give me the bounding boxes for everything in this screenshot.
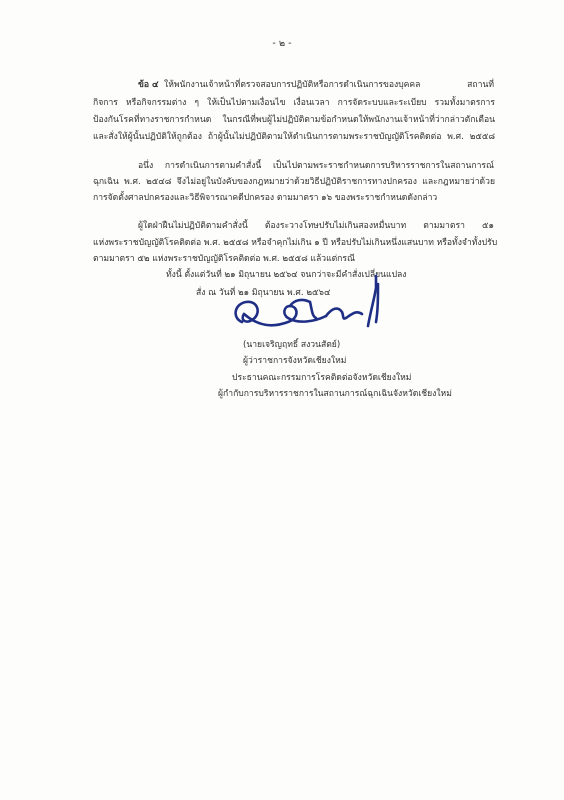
order-date-line: สั่ง ณ วันที่ ๒๑ มิถุนายน พ.ศ. ๒๕๖๔ (196, 288, 331, 298)
paragraph-legal-basis-line-2: ฉุกเฉิน พ.ศ. ๒๕๔๘ จึงไม่อยู่ในบังคับของกฎหมายว่าด้วยวิธีปฏิบัติราชการทางปกครอง และกฎหมายว่าด้วย (93, 177, 495, 187)
signer-title-committee: ประธานคณะกรรมการโรคติดต่อจังหวัดเชียงใหม่ (232, 373, 412, 383)
signer-name: (นายเจริญฤทธิ์ สงวนสัตย์) (243, 340, 341, 350)
signature-image (228, 270, 388, 345)
signer-title-emergency: ผู้กำกับการบริหารราชการในสถานการณ์ฉุกเฉินจังหวัดเชียงใหม่ (218, 389, 452, 399)
clause-4-lead: ข้อ ๔ (138, 80, 159, 90)
clause-4-line-2: กิจการ หรือกิจกรรมต่าง ๆ ให้เป็นไปตามเงื่อนไข เงื่อนเวลา การจัดระบบและระเบียบ รวมทั้งมาตรการ (93, 98, 495, 108)
effective-date-line: ทั้งนี้ ตั้งแต่วันที่ ๒๑ มิถุนายน ๒๕๖๔ จนกว่าจะมีคำสั่งเปลี่ยนแปลง (166, 270, 407, 280)
paragraph-penalty-line-2: แห่งพระราชบัญญัติโรคติดต่อ พ.ศ. ๒๕๕๘ หรือจำคุกไม่เกิน ๑ ปี หรือปรับไม่เกินหนึ่งแสนบาท หรือทั้งจำทั้งปรับ (93, 238, 498, 248)
clause-4-line-4: และสั่งให้ผู้นั้นปฏิบัติให้ถูกต้อง ถ้าผู้นั้นไม่ปฏิบัติตามให้ดำเนินการตามพระราชบัญญัติโรคติดต่อ พ.ศ. ๒๕๕๘ (93, 132, 495, 142)
clause-4-line-1: ให้พนักงานเจ้าหน้าที่ตรวจสอบการปฏิบัติหรือการดำเนินการของบุคคล สถานที่ (164, 80, 494, 90)
paragraph-penalty-line-3: ตามมาตรา ๕๒ แห่งพระราชบัญญัติโรคติดต่อ พ.ศ. ๒๕๕๘ แล้วแต่กรณี (93, 254, 355, 264)
paragraph-penalty-line-1: ผู้ใดฝ่าฝืนไม่ปฏิบัติตามคำสั่งนี้ ต้องระวางโทษปรับไม่เกินสองหมื่นบาท ตามมาตรา ๕๑ (138, 221, 494, 231)
paragraph-legal-basis-line-3: การจัดตั้งศาลปกครองและวิธีพิจารณาคดีปกครอง ตามมาตรา ๑๖ ของพระราชกำหนดดังกล่าว (93, 193, 438, 203)
paragraph-legal-basis-line-1: อนึ่ง การดำเนินการตามคำสั่งนี้ เป็นไปตามพระราชกำหนดการบริหารราชการในสถานการณ์ (138, 161, 494, 171)
signer-title-governor: ผู้ว่าราชการจังหวัดเชียงใหม่ (243, 356, 347, 366)
page-number: - ๒ - (272, 38, 292, 49)
clause-4-line-3: ป้องกันโรคที่ทางราชการกำหนด ในกรณีที่พบผู้ไม่ปฏิบัติตามข้อกำหนดให้พนักงานเจ้าหน้าที่ว่ากล่าวตักเตือน (93, 115, 495, 125)
